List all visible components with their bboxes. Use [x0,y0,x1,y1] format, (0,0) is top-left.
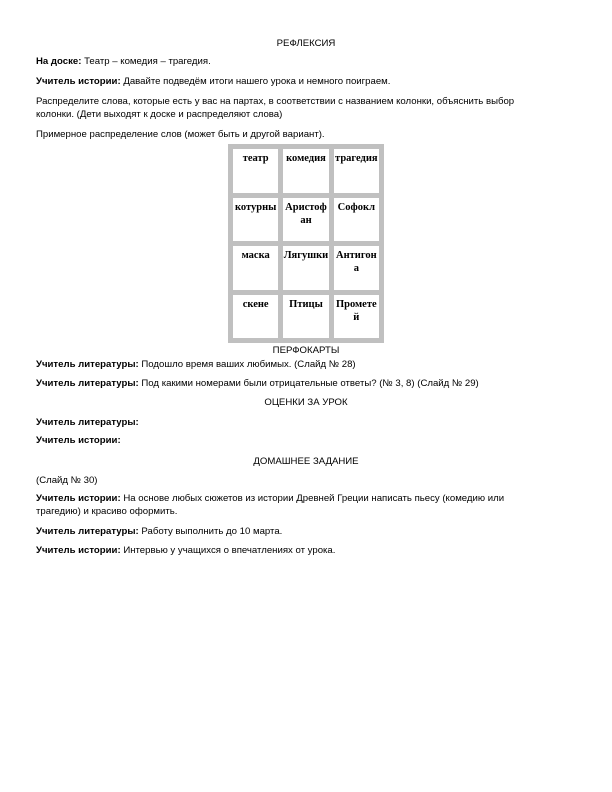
heading-reflection: РЕФЛЕКСИЯ [276,38,336,49]
table-cell: трагедия [334,149,379,193]
paragraph: Учитель истории: Интервью у учащихся о впечатлениях от урока. [36,545,336,556]
table-cell: Птицы [283,295,328,339]
word-table [228,144,384,343]
heading-perfocards: ПЕРФОКАРТЫ [272,345,340,356]
paragraph: трагедию) и красиво оформить. [36,506,178,517]
table-cell: Софокл [334,198,379,242]
paragraph: Учитель истории: Давайте подведём итоги нашего урока и немного поиграем. [36,76,391,87]
paragraph: Учитель литературы: Работу выполнить до 10 марта. [36,526,283,537]
paragraph: Учитель литературы: Подошло время ваших любимых. (Слайд № 28) [36,359,356,370]
paragraph: Учитель литературы: [36,417,139,428]
paragraph: Примерное распределение слов (может быть и другой вариант). [36,129,325,140]
paragraph: Учитель истории: На основе любых сюжетов из истории Древней Греции написать пьесу (комедию или [36,493,505,504]
table-cell: Аристофан [283,198,328,242]
table-cell: комедия [283,149,328,193]
table-cell: Прометей [334,295,379,339]
heading-grades: ОЦЕНКИ ЗА УРОК [264,397,348,408]
table-cell: скене [233,295,278,339]
paragraph: Распределите слова, которые есть у вас на партах, в соответствии с названием колонки, объяснить выбор [36,96,515,107]
paragraph: На доске: Театр – комедия – трагедия. [36,56,211,67]
heading-homework: ДОМАШНЕЕ ЗАДАНИЕ [253,456,359,467]
paragraph: Учитель литературы: Под какими номерами были отрицательные ответы? (№ 3, 8) (Слайд № 29) [36,378,479,389]
table-cell: Лягушки [283,246,328,290]
paragraph: колонки. (Дети выходят к доске и распределяют слова) [36,109,283,120]
table-cell: маска [233,246,278,290]
table-cell: театр [233,149,278,193]
table-cell: котурны [233,198,278,242]
table-cell: Антигона [334,246,379,290]
paragraph: (Слайд № 30) [36,475,98,486]
paragraph: Учитель истории: [36,435,121,446]
